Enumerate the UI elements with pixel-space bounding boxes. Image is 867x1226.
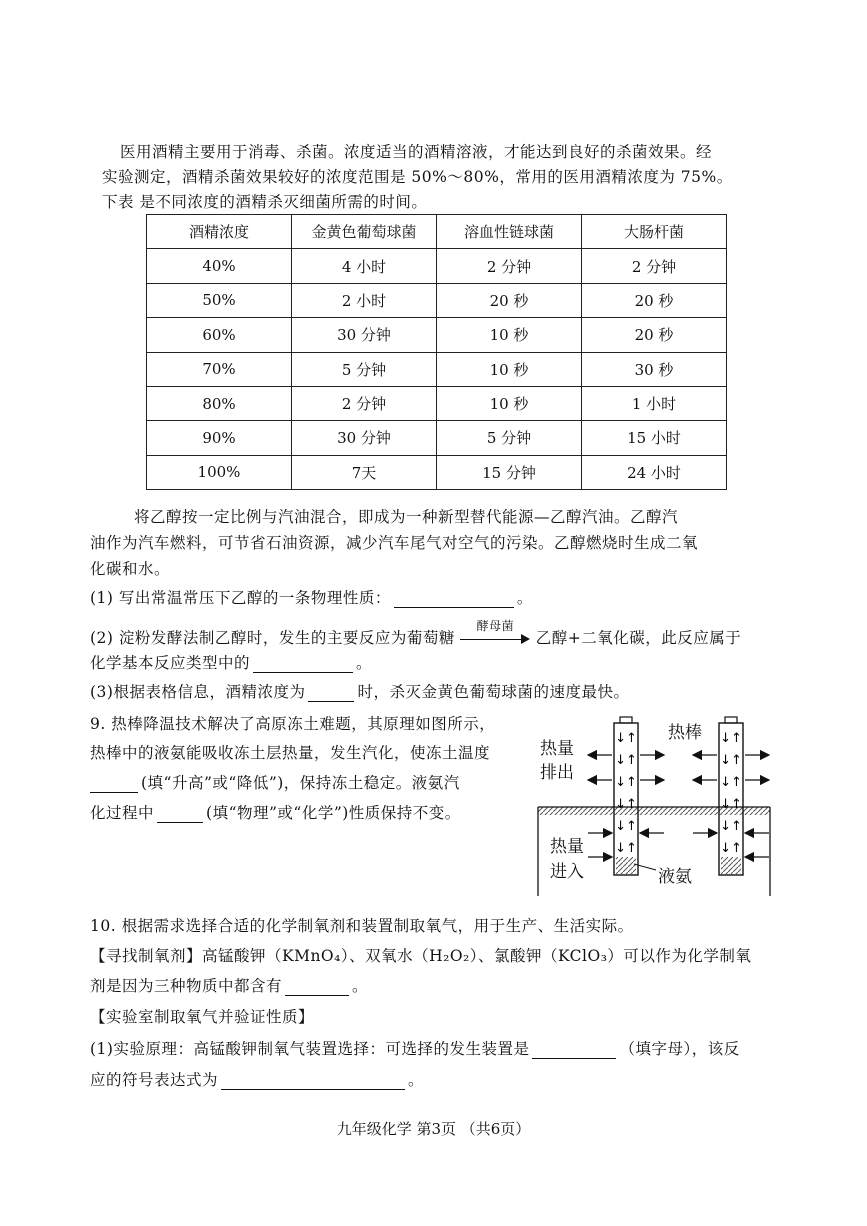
heat-rod-right	[719, 717, 743, 875]
table-header-cell: 大肠杆菌	[582, 215, 727, 249]
intro-line-2: 实验测定，酒精杀菌效果较好的浓度范围是 50%～80%，常用的医用酒精浓度为 75%。	[102, 168, 733, 186]
table-cell: 70%	[147, 352, 292, 386]
question-10-line-4: 【实验室制取氧气并验证性质】	[90, 1008, 315, 1026]
answer-blank-10c[interactable]	[221, 1073, 405, 1090]
table-header-cell: 溶血性链球菌	[437, 215, 582, 249]
table-cell: 20 秒	[582, 283, 727, 317]
question-3-text: (3)根据表格信息，酒精浓度为	[90, 683, 306, 701]
table-cell: 4 小时	[292, 249, 437, 283]
label-heat-out-1: 热量	[540, 739, 574, 759]
intro-line-1: 医用酒精主要用于消毒、杀菌。浓度适当的酒精溶液，才能达到良好的杀菌效果。经	[120, 143, 713, 161]
intro-line-3: 下表 是不同浓度的酒精杀灭细菌所需的时间。	[102, 193, 428, 211]
svg-text:↓↑: ↓↑	[720, 797, 742, 812]
question-3	[90, 680, 629, 702]
question-10-line-5-text-2: （填字母），该反	[619, 1040, 740, 1058]
svg-text:↓↑: ↓↑	[720, 819, 742, 834]
table-cell: 10 秒	[437, 352, 582, 386]
heat-rod-left	[614, 717, 638, 875]
answer-blank-3[interactable]	[308, 685, 354, 702]
question-9-line-4	[90, 801, 461, 823]
label-heat-out-2: 排出	[540, 763, 574, 783]
table-row	[147, 421, 727, 455]
label-liquid-ammonia: 液氨	[658, 867, 692, 887]
svg-text:↓↑: ↓↑	[720, 775, 742, 790]
svg-text:↓↑: ↓↑	[615, 841, 637, 856]
arrow-head-icon	[521, 634, 530, 644]
answer-blank-1[interactable]	[394, 591, 514, 608]
table-row	[147, 318, 727, 352]
question-2-text-2: 乙醇+二氧化碳，此反应属于	[535, 629, 742, 647]
answer-blank-10b[interactable]	[532, 1042, 616, 1059]
question-9-line-1: 9. 热棒降温技术解决了高原冻土难题，其原理如图所示，	[90, 715, 496, 733]
arrow-shaft-icon	[460, 639, 522, 640]
label-heat-rod: 热棒	[668, 723, 702, 743]
question-1-end: 。	[516, 589, 533, 607]
svg-text:↓↑: ↓↑	[615, 753, 637, 768]
question-1-text: (1) 写出常温常压下乙醇的一条物理性质：	[90, 589, 391, 607]
question-10-line-1: 10. 根据需求选择合适的化学制氧剂和装置制取氧气，用于生产、生活实际。	[90, 917, 634, 935]
table-cell: 15 小时	[582, 421, 727, 455]
svg-text:↓↑: ↓↑	[615, 731, 637, 746]
question-10-line-6	[90, 1068, 424, 1090]
question-2-text: (2) 淀粉发酵法制乙醇时，发生的主要反应为葡萄糖	[90, 629, 455, 647]
table-cell: 5 分钟	[292, 352, 437, 386]
question-9-line-2: 热棒中的液氨能吸收冻土层热量，发生汽化，使冻土温度	[90, 744, 491, 762]
table-cell: 1 小时	[582, 386, 727, 420]
heat-rod-figure	[528, 712, 780, 896]
para2-line-2: 油作为汽车燃料，可节省石油资源，减少汽车尾气对空气的污染。乙醇燃烧时生成二氧	[90, 534, 699, 552]
table-cell: 2 小时	[292, 283, 437, 317]
table-cell: 30 分钟	[292, 318, 437, 352]
question-9-line-3-text: (填“升高”或“降低”)，保持冻土稳定。液氨汽	[141, 774, 460, 792]
label-heat-in-2: 进入	[550, 862, 584, 882]
question-10-line-6-end: 。	[408, 1071, 425, 1089]
para2-line-3: 化碳和水。	[90, 560, 171, 578]
svg-text:↓↑: ↓↑	[615, 819, 637, 834]
alcohol-concentration-table	[146, 214, 727, 490]
question-10-line-3-end: 。	[352, 977, 369, 995]
page-footer: 九年级化学 第3页 （共6页）	[336, 1120, 531, 1138]
reaction-arrow	[460, 619, 530, 649]
table-cell: 5 分钟	[437, 421, 582, 455]
table-cell: 7天	[292, 455, 437, 489]
table-cell: 100%	[147, 455, 292, 489]
table-cell: 10 秒	[437, 386, 582, 420]
svg-text:↓↑: ↓↑	[720, 841, 742, 856]
question-9-line-4-text: 化过程中	[90, 804, 155, 822]
question-10-line-5-text: (1)实验原理：高锰酸钾制氧气装置选择：可选择的发生装置是	[90, 1040, 530, 1058]
answer-blank-10a[interactable]	[285, 979, 349, 996]
reaction-arrow-label: 酵母菌	[476, 619, 515, 633]
svg-text:↓↑: ↓↑	[720, 731, 742, 746]
table-header-cell: 酒精浓度	[147, 215, 292, 249]
table-cell: 10 秒	[437, 318, 582, 352]
table-row	[147, 249, 727, 283]
table-cell: 24 小时	[582, 455, 727, 489]
svg-text:↓↑: ↓↑	[615, 775, 637, 790]
table-cell: 2 分钟	[437, 249, 582, 283]
table-cell: 20 秒	[582, 318, 727, 352]
question-2-line-2-text: 化学基本反应类型中的	[90, 654, 251, 672]
answer-blank-2[interactable]	[253, 656, 353, 673]
table-cell: 80%	[147, 386, 292, 420]
table-row	[147, 352, 727, 386]
answer-blank-9a[interactable]	[90, 776, 138, 793]
question-10-line-5	[90, 1037, 740, 1059]
svg-text:↓↑: ↓↑	[720, 753, 742, 768]
table-row	[147, 455, 727, 489]
question-2-line-2	[90, 651, 372, 673]
table-cell: 20 秒	[437, 283, 582, 317]
question-9-line-4-text-2: (填“物理”或“化学”)性质保持不变。	[206, 804, 461, 822]
table-cell: 90%	[147, 421, 292, 455]
table-cell: 30 分钟	[292, 421, 437, 455]
question-10-line-3-text: 剂是因为三种物质中都含有	[90, 977, 283, 995]
table-cell: 30 秒	[582, 352, 727, 386]
answer-blank-9b[interactable]	[157, 806, 203, 823]
question-10-line-3	[90, 974, 368, 996]
table-cell: 50%	[147, 283, 292, 317]
label-heat-in-1: 热量	[550, 837, 584, 857]
para2-line-1: 将乙醇按一定比例与汽油混合，即成为一种新型替代能源—乙醇汽油。乙醇汽	[134, 508, 679, 526]
question-3-text-2: 时，杀灭金黄色葡萄球菌的速度最快。	[357, 683, 630, 701]
table-cell: 15 分钟	[437, 455, 582, 489]
question-10-line-2: 【寻找制氧剂】高锰酸钾（KMnO₄）、双氧水（H₂O₂）、氯酸钾（KClO₃）可以作为化学制氧	[90, 947, 752, 965]
table-cell: 40%	[147, 249, 292, 283]
table-row	[147, 283, 727, 317]
svg-text:↓↑: ↓↑	[615, 797, 637, 812]
table-cell: 2 分钟	[292, 386, 437, 420]
question-10-line-6-text: 应的符号表达式为	[90, 1071, 219, 1089]
question-9-line-3	[90, 771, 460, 793]
table-cell: 2 分钟	[582, 249, 727, 283]
question-2-end: 。	[356, 654, 373, 672]
table-header-cell: 金黄色葡萄球菌	[292, 215, 437, 249]
table-header-row	[147, 215, 727, 249]
question-2-line-1	[90, 619, 742, 649]
question-1	[90, 586, 533, 608]
table-row	[147, 386, 727, 420]
table-cell: 60%	[147, 318, 292, 352]
